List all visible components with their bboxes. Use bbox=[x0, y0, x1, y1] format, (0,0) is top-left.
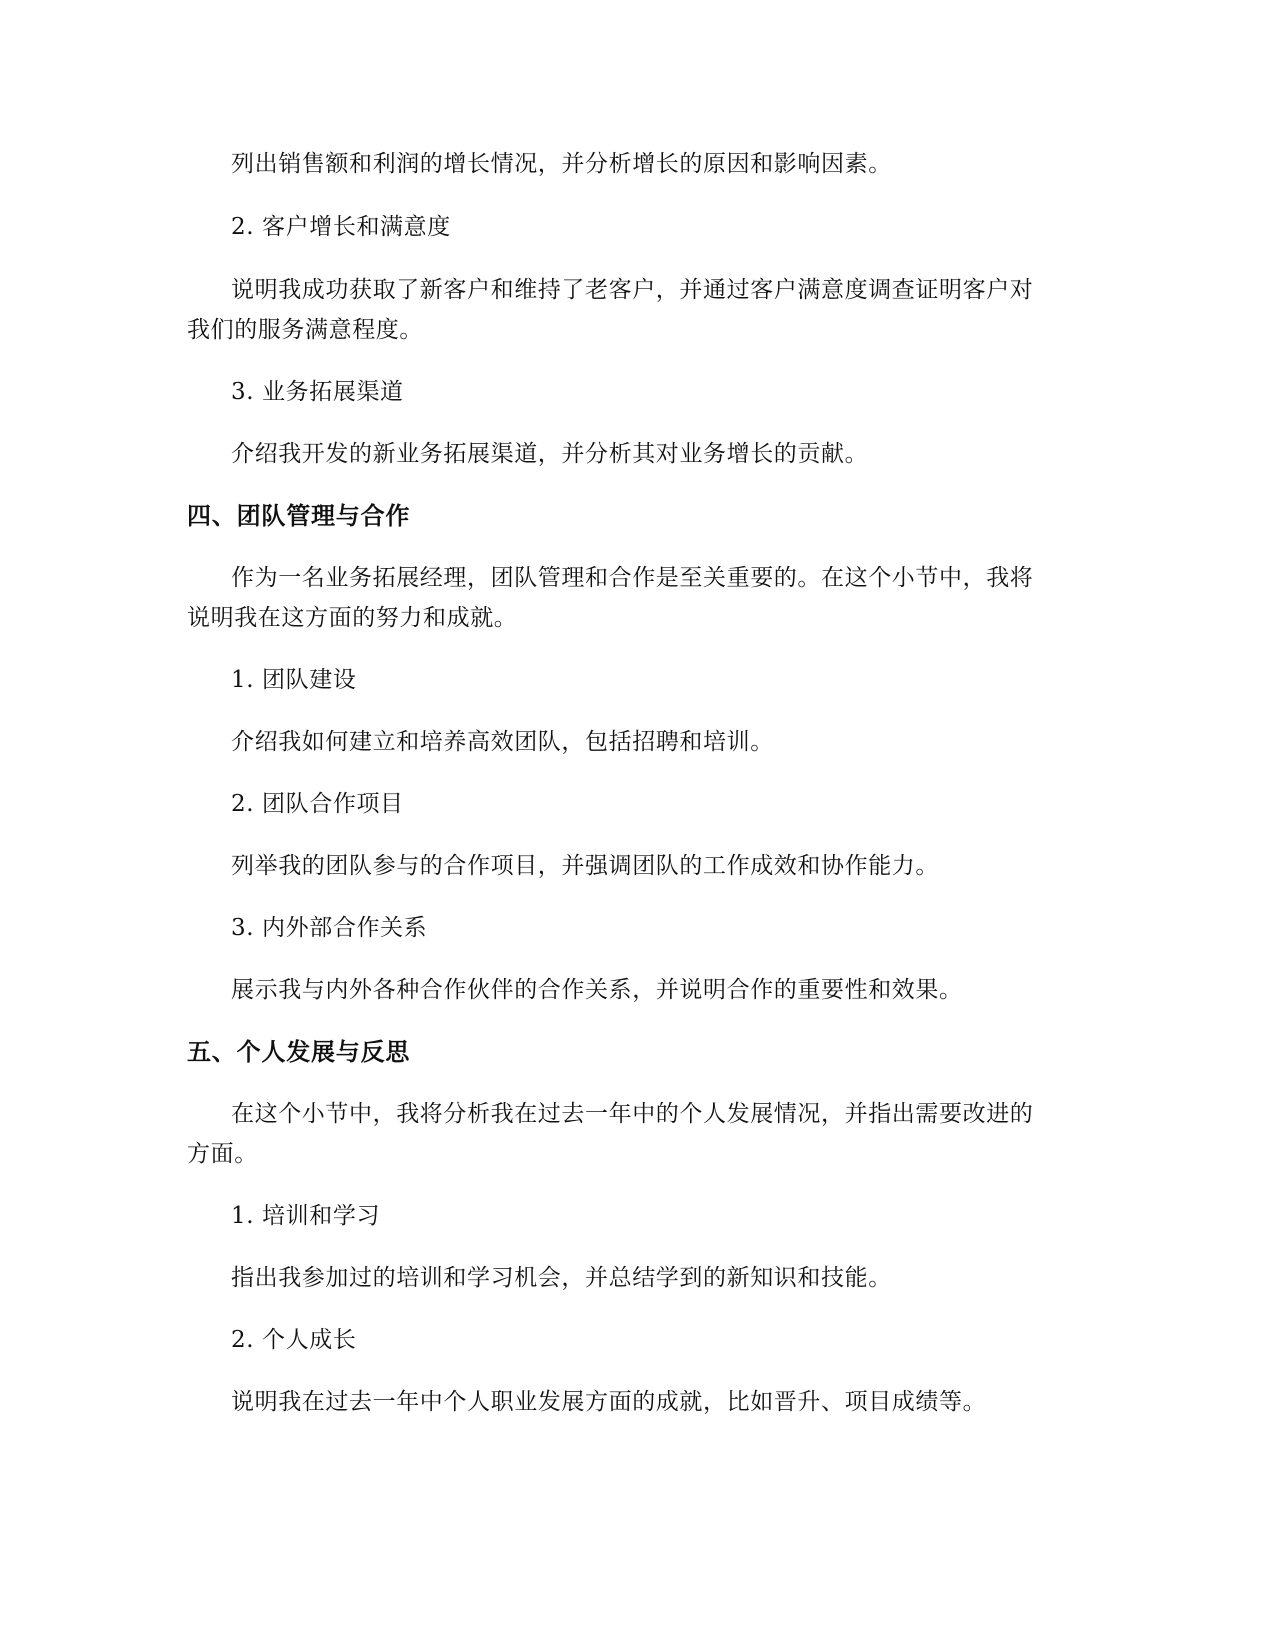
item-desc-training: 指出我参加过的培训和学习机会，并总结学到的新知识和技能。 bbox=[231, 1265, 892, 1291]
section3-intro: 列出销售额和利润的增长情况，并分析增长的原因和影响因素。 bbox=[231, 151, 892, 177]
item-desc-customer-growth-line1: 说明我成功获取了新客户和维持了老客户，并通过客户满意度调查证明客户对 bbox=[231, 277, 1034, 303]
item-desc-team-building: 介绍我如何建立和培养高效团队，包括招聘和培训。 bbox=[231, 729, 774, 755]
section5-intro-line2: 方面。 bbox=[187, 1141, 258, 1167]
item-title-partnerships: 3. 内外部合作关系 bbox=[231, 915, 428, 941]
section4-intro-line2: 说明我在这方面的努力和成就。 bbox=[187, 605, 518, 631]
item-desc-customer-growth-line2: 我们的服务满意程度。 bbox=[187, 317, 423, 343]
item-desc-team-projects: 列举我的团队参与的合作项目，并强调团队的工作成效和协作能力。 bbox=[231, 853, 939, 879]
section4-heading: 四、团队管理与合作 bbox=[187, 502, 411, 530]
item-title-personal-growth: 2. 个人成长 bbox=[231, 1327, 357, 1353]
section5-intro-line1: 在这个小节中，我将分析我在过去一年中的个人发展情况，并指出需要改进的 bbox=[231, 1101, 1034, 1127]
item-title-customer-growth: 2. 客户增长和满意度 bbox=[231, 214, 451, 240]
section5-heading: 五、个人发展与反思 bbox=[187, 1038, 411, 1066]
item-title-team-building: 1. 团队建设 bbox=[231, 667, 357, 693]
item-desc-channels: 介绍我开发的新业务拓展渠道，并分析其对业务增长的贡献。 bbox=[231, 441, 869, 467]
item-desc-partnerships: 展示我与内外各种合作伙伴的合作关系，并说明合作的重要性和效果。 bbox=[231, 977, 963, 1003]
item-title-channels: 3. 业务拓展渠道 bbox=[231, 379, 404, 405]
item-title-training: 1. 培训和学习 bbox=[231, 1203, 381, 1229]
section4-intro-line1: 作为一名业务拓展经理，团队管理和合作是至关重要的。在这个小节中，我将 bbox=[231, 565, 1034, 591]
item-desc-personal-growth: 说明我在过去一年中个人职业发展方面的成就，比如晋升、项目成绩等。 bbox=[231, 1389, 987, 1415]
item-title-team-projects: 2. 团队合作项目 bbox=[231, 791, 404, 817]
